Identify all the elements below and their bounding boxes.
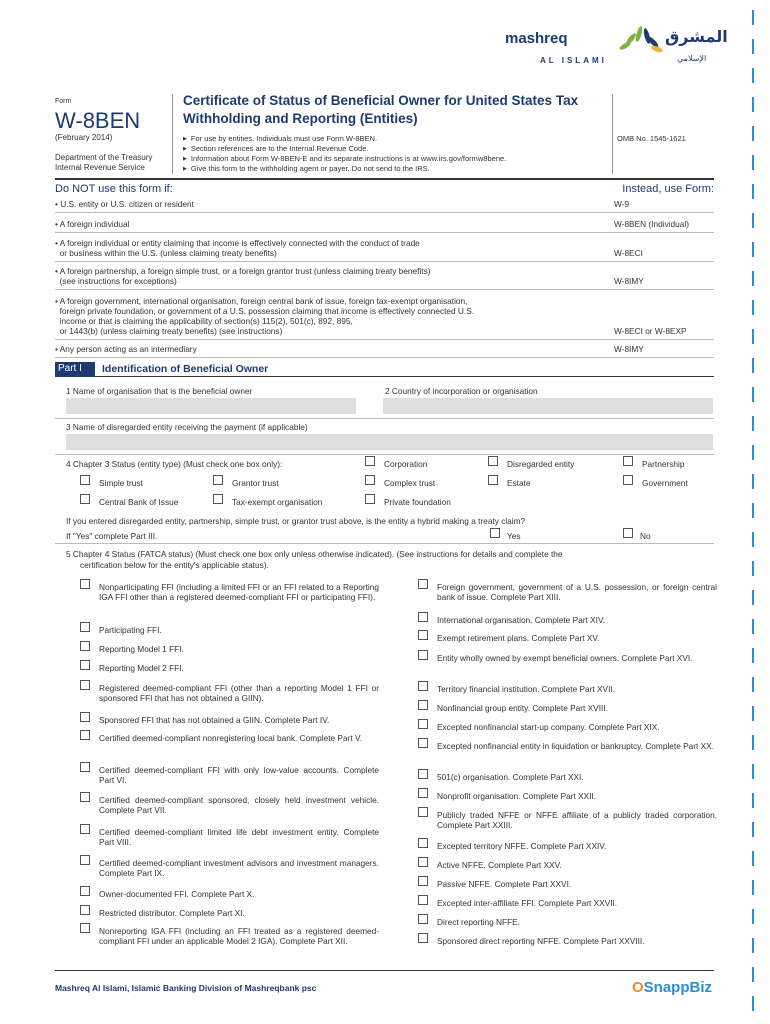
department-name: Department of the Treasury: [55, 153, 153, 162]
ch4-checkbox[interactable]: [80, 660, 90, 670]
ch4-checkbox[interactable]: [418, 876, 428, 886]
part1-title: Identification of Beneficial Owner: [102, 363, 269, 375]
omb-number: OMB No. 1545-1621: [617, 134, 686, 143]
ch4-option-label: Active NFFE. Complete Part XXV.: [437, 860, 562, 870]
ch4-option-label: Restricted distributor. Complete Part XI.: [99, 908, 245, 918]
ch4-checkbox[interactable]: [418, 738, 428, 748]
edge-segment: [752, 967, 754, 982]
edge-segment: [752, 39, 754, 54]
ch4-option-label: International organisation. Complete Part XIV.: [437, 615, 606, 625]
ch4-option-label: Sponsored direct reporting NFFE. Complete Part XXVIII.: [437, 936, 645, 946]
ch3-option-label: Central Bank of Issue: [99, 497, 179, 507]
palm-leaf-icon: [615, 22, 663, 56]
ch4-checkbox[interactable]: [418, 630, 428, 640]
hybrid-no-label: No: [640, 531, 651, 541]
q5-label: 5 Chapter 4 Status (FATCA status) (Must check one box only unless otherwise indicated). (See instructions for details and complete the: [66, 549, 563, 559]
ch4-option-label: Reporting Model 2 FFI.: [99, 663, 184, 673]
ch4-option-label: Nonfinancial group entity. Complete Part XVIII.: [437, 703, 608, 713]
donot-row-text: • A foreign government, international organisation, foreign central bank of issue, foreign tax-exempt organisation, foreign private foundation, or government of a U.S. possession claiming that income is effectively connected U.S. income or that is claiming the applicability of section(s) 115(2), 501(c), 892, 895, or 1443(b) (unless claiming treaty benefits) (see instructions): [55, 296, 475, 336]
ch3-checkbox[interactable]: [213, 475, 223, 485]
ch4-option-label: Publicly traded NFFE or NFFE affiliate of a publicly traded corporation. Complete Part XXIII.: [437, 810, 717, 830]
ch4-checkbox[interactable]: [80, 680, 90, 690]
donot-row: [55, 266, 714, 286]
ch4-checkbox[interactable]: [418, 933, 428, 943]
edge-segment: [752, 735, 754, 750]
footer-text: Mashreq Al Islami, Islamic Banking Division of Mashreqbank psc: [55, 983, 317, 993]
ch4-option-label: Entity wholly owned by exempt beneficial owners. Complete Part XVI.: [437, 653, 693, 663]
donot-row-form: W-8BEN (Individual): [614, 219, 690, 229]
logo-text-en: mashreq: [505, 30, 568, 47]
edge-segment: [752, 329, 754, 344]
ch4-checkbox[interactable]: [80, 730, 90, 740]
ch4-checkbox[interactable]: [80, 641, 90, 651]
edge-segment: [752, 126, 754, 141]
donot-row-form: W-8IMY: [614, 344, 644, 354]
ch4-option-label: Excepted nonfinancial start-up company. Complete Part XIX.: [437, 722, 660, 732]
logo-sub-en: AL ISLAMI: [540, 56, 607, 65]
edge-segment: [752, 445, 754, 460]
edge-segment: [752, 706, 754, 721]
bullet: ▶ Information about Form W-8BEN-E and its separate instructions is at www.irs.gov/formw8bene.: [183, 154, 506, 164]
form-date: (February 2014): [55, 133, 113, 142]
ch4-checkbox[interactable]: [80, 792, 90, 802]
edge-segment: [752, 648, 754, 663]
snappbiz-logo: OSnappBiz: [632, 979, 713, 996]
bullet: ▶ For use by entities. Individuals must use Form W-8BEN.: [183, 134, 506, 144]
ch3-checkbox[interactable]: [623, 475, 633, 485]
edge-segment: [752, 619, 754, 634]
ch3-checkbox[interactable]: [80, 475, 90, 485]
donot-row-form: W-9: [614, 199, 630, 209]
logo-sub-ar: الإسلامي: [677, 54, 707, 63]
edge-segment: [752, 68, 754, 83]
q1-label: 1 Name of organisation that is the beneficial owner: [66, 386, 253, 396]
edge-segment: [752, 677, 754, 692]
ch4-option-label: Certified deemed-compliant nonregistering local bank. Complete Part V.: [99, 733, 363, 743]
ch4-checkbox[interactable]: [80, 824, 90, 834]
ch4-option-label: Nonparticipating FFI (including a limited FFI or an FFI related to a Reporting IGA FFI other than a registered deemed-compliant FFI or participating FFI).: [99, 582, 379, 602]
form-label: Form: [55, 98, 72, 105]
ch4-option-label: Participating FFI.: [99, 625, 162, 635]
ch4-option-label: Reporting Model 1 FFI.: [99, 644, 184, 654]
ch4-option-label: Certified deemed-compliant limited life debt investment entity. Complete Part VIII.: [99, 827, 379, 847]
ch4-checkbox[interactable]: [418, 914, 428, 924]
ch4-checkbox[interactable]: [418, 788, 428, 798]
bullet: ▶ Section references are to the Internal Revenue Code.: [183, 144, 506, 154]
q3-label: 3 Name of disregarded entity receiving the payment (if applicable): [66, 422, 308, 432]
ch4-checkbox[interactable]: [80, 923, 90, 933]
ch4-option-label: Owner-documented FFI. Complete Part X.: [99, 889, 255, 899]
ch4-option-label: Registered deemed-compliant FFI (other than a reporting Model 1 FFI or sponsored FFI that has not obtained a GIIN).: [99, 683, 379, 703]
hybrid-yes-label: Yes: [507, 531, 521, 541]
ch4-option-label: Excepted inter-affiliate FFI. Complete Part XXVII.: [437, 898, 618, 908]
donot-row: [55, 219, 714, 229]
ch3-checkbox[interactable]: [80, 494, 90, 504]
ch4-option-label: Excepted territory NFFE. Complete Part XXIV.: [437, 841, 607, 851]
edge-segment: [752, 880, 754, 895]
edge-segment: [752, 184, 754, 199]
ch4-checkbox[interactable]: [418, 612, 428, 622]
donot-row-text: • Any person acting as an intermediary: [55, 344, 197, 354]
edge-segment: [752, 938, 754, 953]
ch4-checkbox[interactable]: [418, 700, 428, 710]
header-bullets: [183, 134, 506, 174]
part1-tag: Part I: [55, 362, 95, 377]
ch4-checkbox[interactable]: [418, 650, 428, 660]
ch4-option-label: Foreign government, government of a U.S. possession, or foreign central bank of issue. Complete Part XIII.: [437, 582, 717, 602]
donot-row-text: • A foreign partnership, a foreign simple trust, or a foreign grantor trust (unless claiming treaty benefits) (see instructions for exceptions): [55, 266, 431, 286]
edge-segment: [752, 10, 754, 25]
edge-segment: [752, 851, 754, 866]
ch4-checkbox[interactable]: [418, 681, 428, 691]
ch4-checkbox[interactable]: [80, 762, 90, 772]
ch4-option-label: Exempt retirement plans. Complete Part XV.: [437, 633, 600, 643]
edge-segment: [752, 155, 754, 170]
ch4-checkbox[interactable]: [418, 807, 428, 817]
ch3-checkbox[interactable]: [213, 494, 223, 504]
ch3-option-label: Tax-exempt organisation: [232, 497, 323, 507]
edge-segment: [752, 474, 754, 489]
form-title: Certificate of Status of Beneficial Owner for United States Tax Withholding and Reporting (Entities): [183, 93, 579, 126]
ch3-checkbox[interactable]: [365, 494, 375, 504]
department: [55, 153, 175, 173]
donot-row-form: W-8IMY: [614, 276, 644, 286]
ch3-option-label: Corporation: [384, 459, 428, 469]
instead-heading: Instead, use Form:: [622, 183, 714, 195]
edge-segment: [752, 822, 754, 837]
ch3-option-label: Estate: [507, 478, 531, 488]
ch4-checkbox[interactable]: [418, 895, 428, 905]
ch4-option-label: Excepted nonfinancial entity in liquidation or bankruptcy. Complete Part XX.: [437, 741, 715, 751]
ch3-option-label: Disregarded entity: [507, 459, 575, 469]
ch4-option-label: Territory financial institution. Complete Part XVII.: [437, 684, 615, 694]
ch3-option-label: Government: [642, 478, 688, 488]
ch4-checkbox[interactable]: [80, 579, 90, 589]
disregarded-entity-input[interactable]: [66, 434, 713, 450]
service-name: Internal Revenue Service: [55, 163, 145, 172]
logo-text-ar: المشرق: [665, 27, 728, 46]
ch3-checkbox[interactable]: [365, 475, 375, 485]
edge-segment: [752, 561, 754, 576]
donot-row-form: W-8ECI: [614, 248, 643, 258]
donot-row-text: • U.S. entity or U.S. citizen or resident: [55, 199, 194, 209]
edge-segment: [752, 97, 754, 112]
ch4-checkbox[interactable]: [418, 719, 428, 729]
edge-segment: [752, 358, 754, 373]
ch3-checkbox[interactable]: [365, 456, 375, 466]
edge-segment: [752, 503, 754, 518]
ch3-option-label: Complex trust: [384, 478, 436, 488]
ch3-checkbox[interactable]: [623, 456, 633, 466]
ch4-option-label: Certified deemed-compliant sponsored, closely held investment vehicle. Complete Part VII.: [99, 795, 379, 815]
edge-segment: [752, 793, 754, 808]
part1-header: [55, 362, 714, 377]
ch4-checkbox[interactable]: [418, 579, 428, 589]
ch3-option-label: Simple trust: [99, 478, 143, 488]
ch4-option-label: Passive NFFE. Complete Part XXVI.: [437, 879, 572, 889]
mashreq-logo: [505, 22, 745, 72]
edge-segment: [752, 271, 754, 286]
edge-segment: [752, 416, 754, 431]
ch4-checkbox[interactable]: [418, 857, 428, 867]
donot-row: [55, 238, 714, 258]
ch4-checkbox[interactable]: [80, 712, 90, 722]
edge-segment: [752, 532, 754, 547]
ch3-option-label: Partnership: [642, 459, 685, 469]
q2-label: 2 Country of incorporation or organisation: [385, 386, 538, 396]
ch4-option-label: Certified deemed-compliant FFI with only low-value accounts. Complete Part VI.: [99, 765, 379, 785]
ch4-option-label: Nonreporting IGA FFI (including an FFI treated as a registered deemed-compliant FFI under an applicable Model 2 IGA). Complete Part XII.: [99, 926, 379, 946]
donot-row-text: • A foreign individual or entity claiming that income is effectively connected with the conduct of trade or business within the U.S. (unless claiming treaty benefits): [55, 238, 420, 258]
ch4-option-label: Direct reporting NFFE.: [437, 917, 520, 927]
edge-segment: [752, 300, 754, 315]
hybrid-note: If "Yes" complete Part III.: [66, 531, 158, 541]
donot-row: [55, 199, 714, 209]
q4-label: 4 Chapter 3 Status (entity type) (Must check one box only):: [66, 459, 283, 469]
ch4-option-label: Sponsored FFI that has not obtained a GIIN. Complete Part IV.: [99, 715, 330, 725]
edge-segment: [752, 387, 754, 402]
edge-segment: [752, 242, 754, 257]
ch3-option-label: Private foundation: [384, 497, 451, 507]
ch4-checkbox[interactable]: [418, 838, 428, 848]
ch4-option-label: 501(c) organisation. Complete Part XXI.: [437, 772, 584, 782]
edge-segment: [752, 213, 754, 228]
ch4-option-label: Certified deemed-compliant investment advisors and investment managers. Complete Part IX.: [99, 858, 379, 878]
bullet: ▶ Give this form to the withholding agent or payer. Do not send to the IRS.: [183, 164, 506, 174]
country-input[interactable]: [383, 398, 713, 414]
hybrid-yes-checkbox[interactable]: [490, 528, 500, 538]
donot-heading: Do NOT use this form if:: [55, 183, 173, 195]
ch4-checkbox[interactable]: [80, 855, 90, 865]
ch3-checkbox[interactable]: [488, 475, 498, 485]
donot-row-text: • A foreign individual: [55, 219, 130, 229]
edge-segment: [752, 590, 754, 605]
q5-label-cont: certification below for the entity's applicable status).: [80, 560, 269, 570]
organisation-name-input[interactable]: [66, 398, 356, 414]
donot-row-form: W-8ECI or W-8EXP: [614, 326, 687, 336]
hybrid-question: If you entered disregarded entity, partnership, simple trust, or grantor trust above, is the entity a hybrid making a treaty claim?: [66, 516, 526, 526]
ch4-checkbox[interactable]: [80, 886, 90, 896]
hybrid-no-checkbox[interactable]: [623, 528, 633, 538]
ch4-checkbox[interactable]: [80, 905, 90, 915]
edge-segment: [752, 909, 754, 924]
form-number: W-8BEN: [55, 108, 141, 133]
ch4-checkbox[interactable]: [80, 622, 90, 632]
ch4-option-label: Nonprofit organisation. Complete Part XXII.: [437, 791, 597, 801]
ch3-option-label: Grantor trust: [232, 478, 279, 488]
ch4-checkbox[interactable]: [418, 769, 428, 779]
edge-segment: [752, 996, 754, 1011]
donot-row: [55, 296, 714, 336]
edge-segment: [752, 764, 754, 779]
ch3-checkbox[interactable]: [488, 456, 498, 466]
donot-row: [55, 344, 714, 354]
